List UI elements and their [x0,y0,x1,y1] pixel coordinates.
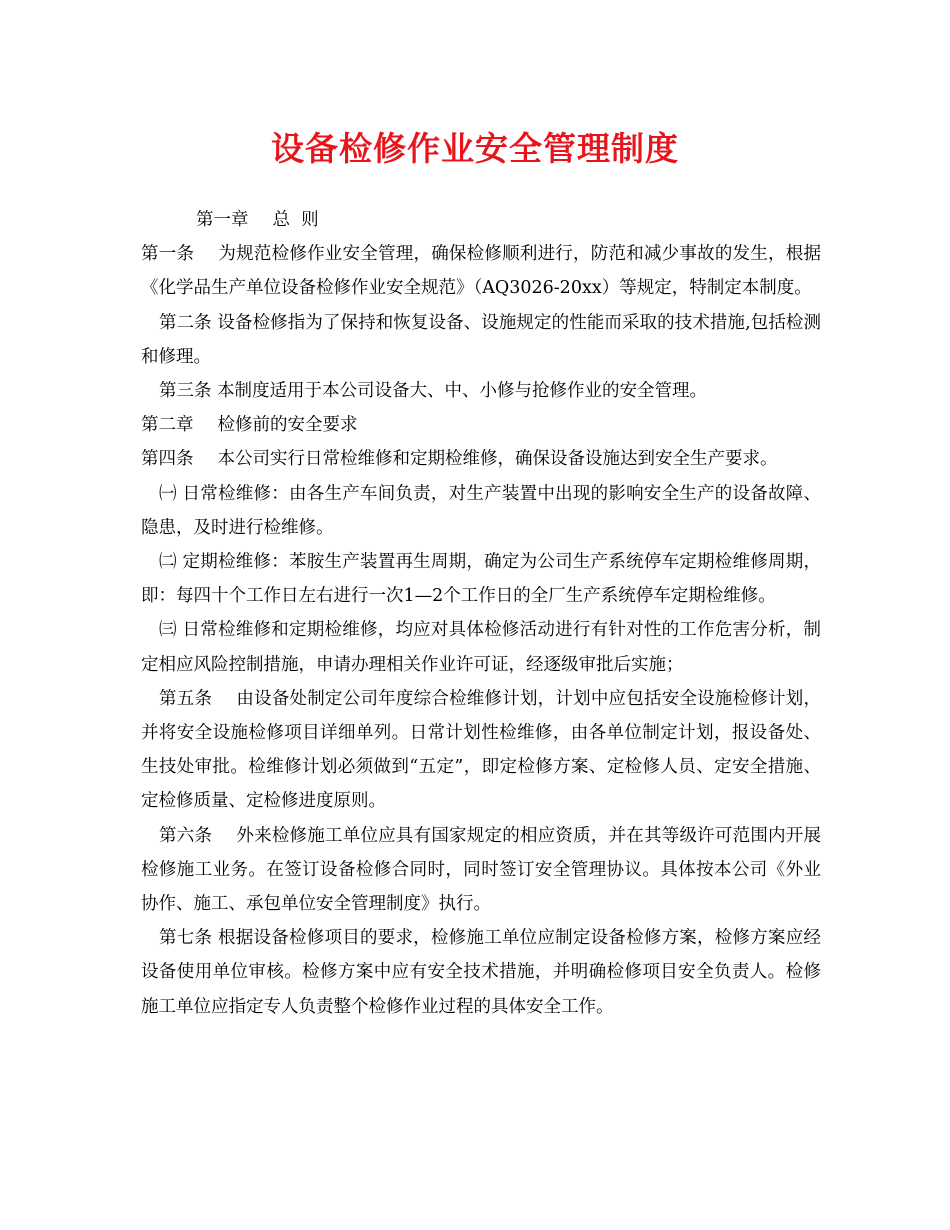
list-item: ㈢ 日常检维修和定期检维修，均应对具体检修活动进行有针对性的工作危害分析，制定相应风险控制措施，申请办理相关作业许可证，经逐级审批后实施； [141,620,821,675]
article-6-label: 第六条 [159,825,213,846]
chapter-1-number: 第一章 [196,210,249,230]
article-1-text: 为规范检修作业安全管理，确保检修顺利进行，防范和减少事故的发生，根据《化学品生产单位设备检修作业安全规范》（AQ3026-20xx）等规定，特制定本制度。 [141,244,822,299]
article-6 [141,819,821,922]
article-3: 第三条 本制度适用于本公司设备大、中、小修与抢修作业的安全管理。 [159,381,708,402]
article-5-text: 由设备处制定公司年度综合检维修计划，计划中应包括安全设施检修计划，并将安全设施检修项目详细单列。日常计划性检维修，由各单位制定计划，报设备处、生技处审批。检维修计划必须做到“五定”，即定检修方案、定检修人员、定安全措施、定检修质量、定检修进度原则。 [141,688,822,812]
article-1 [141,237,821,305]
chapter-2-number: 第二章 [141,415,194,436]
chapter-2-name: 检修前的安全要求 [217,415,358,436]
article-7: 第七条 根据设备检修项目的要求，检修施工单位应制定设备检修方案，检修方案应经设备使用单位审核。检修方案中应有安全技术措施，并明确检修项目安全负责人。检修施工单位应指定专人负责整个检修作业过程的具体安全工作。 [141,928,821,1017]
article-6-text: 外来检修施工单位应具有国家规定的相应资质，并在其等级许可范围内开展检修施工业务。在签订设备检修合同时，同时签订安全管理协议。具体按本公司《外业协作、施工、承包单位安全管理制度》执行。 [141,825,822,915]
article-1-label: 第一条 [141,244,195,265]
document-body [141,203,821,1024]
document-title: 设备检修作业安全管理制度 [271,129,679,168]
article-5 [141,682,821,819]
article-2: 第二条 设备检修指为了保持和恢复设备、设施规定的性能而采取的技术措施,包括检测和修理。 [141,312,821,367]
chapter-1-name: 总 则 [272,210,319,230]
chapter-2-heading [141,408,821,442]
article-4-text: 本公司实行日常检维修和定期检维修，确保设备设施达到安全生产要求。 [217,449,778,470]
article-4 [141,442,821,476]
list-item: ㈡ 定期检维修：苯胺生产装置再生周期，确定为公司生产系统停车定期检维修周期，即：每四十个工作日左右进行一次1—2个工作日的全厂生产系统停车定期检维修。 [141,552,821,607]
article-5-label: 第五条 [159,688,213,709]
chapter-1-heading [141,203,821,237]
article-4-label: 第四条 [141,449,194,470]
list-item: ㈠ 日常检维修：由各生产车间负责，对生产装置中出现的影响安全生产的设备故障、隐患，及时进行检维修。 [141,483,821,538]
